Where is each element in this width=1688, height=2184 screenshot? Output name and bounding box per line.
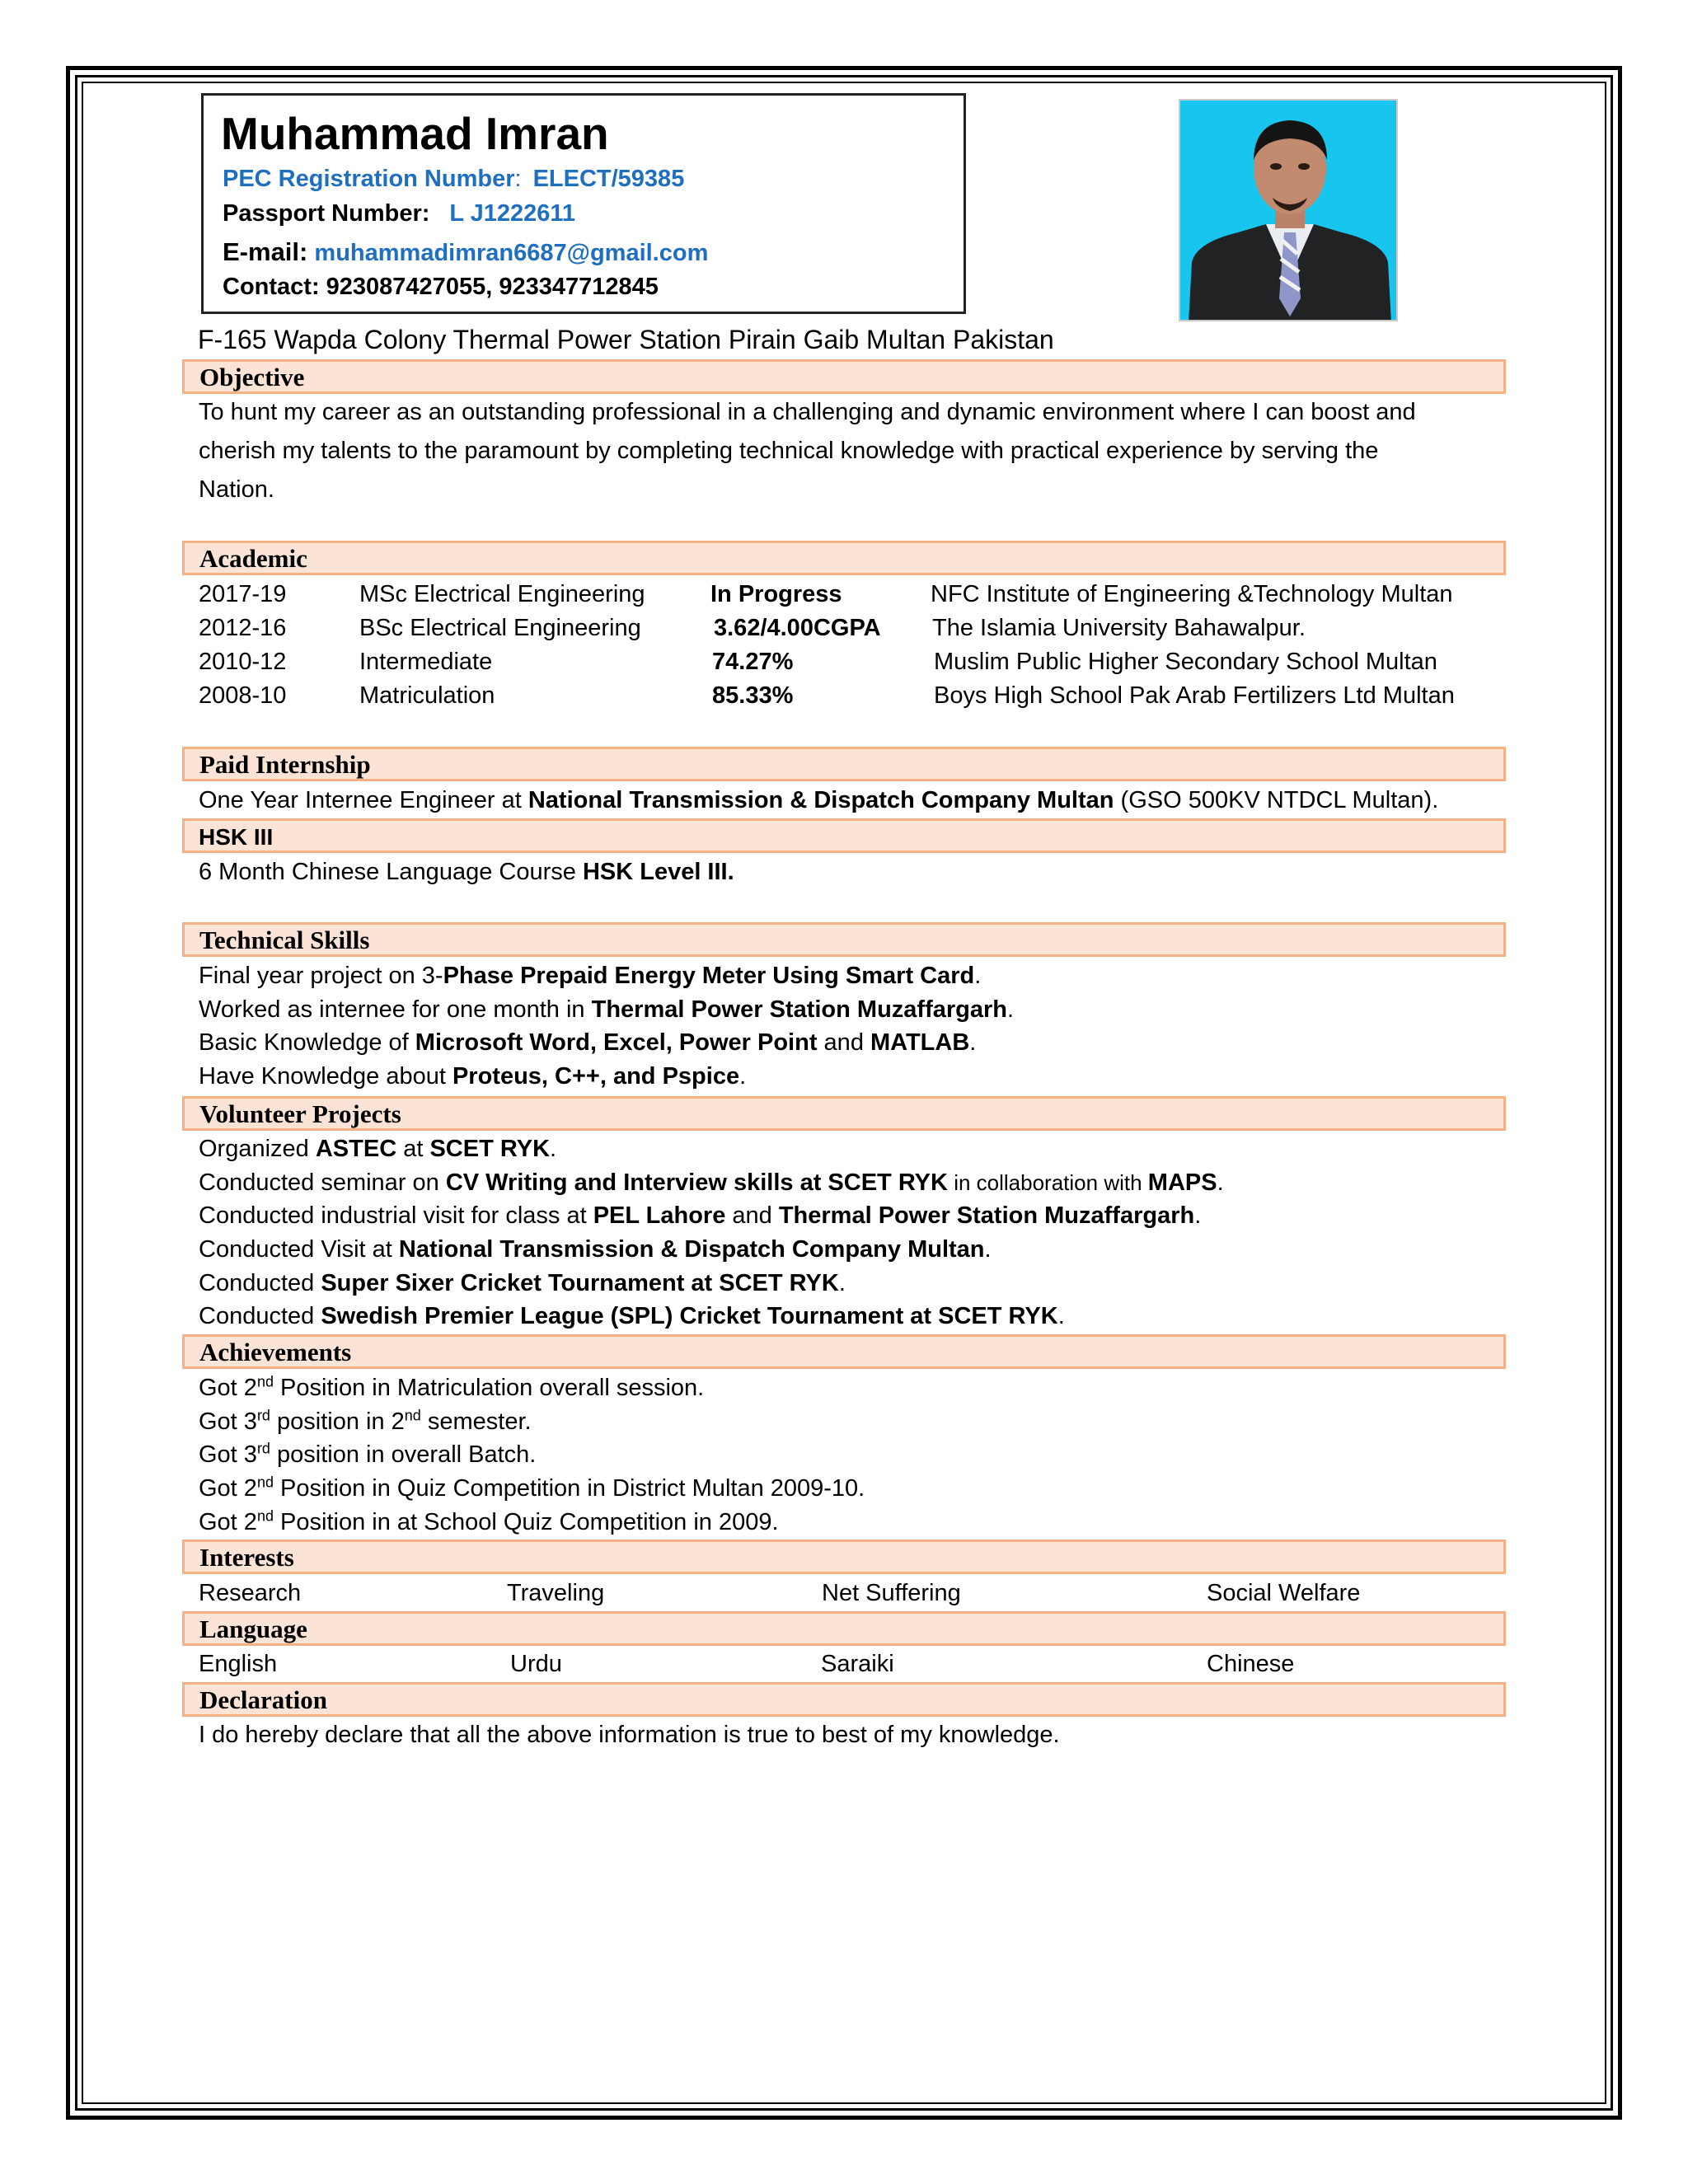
volunteer-item — [199, 1202, 1201, 1230]
language-item: English — [199, 1651, 278, 1677]
portrait-photo-icon — [1180, 101, 1398, 321]
skill-item — [199, 1063, 746, 1090]
ordinal-suffix: rd — [256, 1407, 270, 1424]
achievement-item — [199, 1509, 779, 1536]
academic-result: 74.27% — [712, 649, 794, 675]
text-run: at — [396, 1136, 430, 1162]
email-label: E-mail: — [223, 237, 308, 266]
pec-label: PEC Registration Number — [223, 166, 515, 192]
section-language — [182, 1611, 1506, 1646]
text-run: Worked as internee for one month in — [199, 996, 592, 1023]
text-run: . — [838, 1270, 846, 1296]
text-run: and — [725, 1202, 779, 1229]
ordinal-suffix: nd — [256, 1474, 274, 1491]
text-run: Got 2 — [199, 1475, 257, 1502]
text-run: . — [974, 963, 982, 989]
text-run: (GSO 500KV NTDCL Multan). — [1114, 787, 1439, 813]
declaration-text: I do hereby declare that all the above information is true to best of my knowledge. — [199, 1722, 1060, 1748]
academic-institute: Muslim Public Higher Secondary School Multan — [934, 649, 1437, 675]
section-title: Objective — [199, 363, 305, 391]
text-run: Conducted seminar on — [199, 1169, 446, 1196]
section-declaration — [182, 1682, 1506, 1717]
section-title: Academic — [199, 544, 307, 573]
section-interests — [182, 1540, 1506, 1574]
academic-year: 2010-12 — [199, 649, 287, 675]
text-run: Conducted — [199, 1270, 321, 1296]
text-run: . — [550, 1136, 557, 1162]
text-run: semester. — [420, 1408, 532, 1435]
objective-line-1: To hunt my career as an outstanding professional in a challenging and dynamic environment where I can boost and — [199, 399, 1416, 425]
text-run: Got 3 — [199, 1441, 257, 1468]
text-bold: PEL Lahore — [593, 1202, 726, 1229]
hsk-line — [199, 859, 734, 886]
text-bold: ASTEC — [315, 1136, 397, 1162]
ordinal-suffix: nd — [256, 1507, 274, 1525]
text-run: Conducted — [199, 1303, 321, 1329]
academic-year: 2012-16 — [199, 615, 287, 641]
academic-institute: NFC Institute of Engineering &Technology Multan — [931, 581, 1453, 607]
text-run: and — [817, 1029, 870, 1056]
language-item: Saraiki — [821, 1651, 894, 1677]
section-title: Technical Skills — [199, 926, 370, 954]
academic-year: 2008-10 — [199, 682, 287, 709]
text-run: . — [1006, 996, 1015, 1023]
section-title: Language — [199, 1615, 307, 1643]
pec-value: ELECT/59385 — [532, 166, 685, 192]
section-title: Achievements — [199, 1338, 352, 1366]
academic-institute: The Islamia University Bahawalpur. — [932, 615, 1306, 641]
candidate-name: Muhammad Imran — [221, 108, 609, 159]
text-run: Position in at School Quiz Competition in 2009. — [273, 1509, 779, 1535]
text-run: position in 2 — [270, 1408, 405, 1435]
text-bold: Microsoft Word, Excel, Power Point — [415, 1029, 818, 1056]
section-title: Paid Internship — [199, 750, 371, 779]
text-bold: National Transmission & Dispatch Company Multan — [528, 787, 1114, 813]
text-run: Basic Knowledge of — [199, 1029, 415, 1056]
text-bold: Proteus, C++, and Pspice — [452, 1063, 740, 1090]
academic-degree: MSc Electrical Engineering — [359, 581, 645, 607]
text-run: Final year project on 3- — [199, 963, 443, 989]
achievement-item — [199, 1375, 704, 1402]
text-bold: MAPS — [1147, 1169, 1217, 1196]
academic-result: 3.62/4.00CGPA — [714, 615, 881, 641]
pec-colon: : — [514, 166, 522, 192]
text-run: . — [739, 1063, 747, 1090]
academic-degree: Intermediate — [359, 649, 493, 675]
text-run: . — [1057, 1303, 1065, 1329]
section-objective — [182, 359, 1506, 394]
volunteer-item — [199, 1136, 556, 1163]
text-run: Conducted Visit at — [199, 1236, 399, 1263]
objective-line-2: cherish my talents to the paramount by completing technical knowledge with practical experience by serving the — [199, 438, 1379, 464]
text-run: position in overall Batch. — [270, 1441, 537, 1468]
ordinal-suffix: nd — [256, 1373, 274, 1390]
text-run: Have Knowledge about — [199, 1063, 452, 1090]
skill-item — [199, 996, 1014, 1024]
text-bold: CV Writing and Interview skills at SCET RYK — [445, 1169, 948, 1196]
interest-item: Net Suffering — [822, 1580, 961, 1606]
skill-item — [199, 1029, 976, 1057]
section-title: Interests — [199, 1543, 294, 1572]
interest-item: Social Welfare — [1207, 1580, 1361, 1606]
interest-item: Traveling — [507, 1580, 605, 1606]
passport-value: L J1222611 — [449, 200, 576, 227]
contact: Contact: 923087427055, 923347712845 — [223, 274, 659, 300]
portrait-photo — [1179, 99, 1398, 321]
text-bold: Thermal Power Station Muzaffargarh — [778, 1202, 1195, 1229]
academic-institute: Boys High School Pak Arab Fertilizers Ltd Multan — [934, 682, 1455, 709]
text-run: Organized — [199, 1136, 316, 1162]
section-title: HSK III — [199, 824, 274, 850]
passport — [223, 200, 575, 227]
section-hsk — [182, 818, 1506, 853]
text-run: . — [1194, 1202, 1202, 1229]
volunteer-item — [199, 1303, 1065, 1330]
text-run: Position in Quiz Competition in District Multan 2009-10. — [273, 1475, 865, 1502]
text-run: One Year Internee Engineer at — [199, 787, 528, 813]
objective-line-3: Nation. — [199, 476, 274, 503]
text-run: Conducted industrial visit for class at — [199, 1202, 593, 1229]
section-internship — [182, 747, 1506, 781]
ordinal-suffix: rd — [256, 1440, 270, 1457]
text-bold: Thermal Power Station Muzaffargarh — [591, 996, 1007, 1023]
academic-result: In Progress — [710, 581, 842, 607]
text-run: 6 Month Chinese Language Course — [199, 859, 583, 885]
text-run: Got 2 — [199, 1375, 257, 1401]
interest-item: Research — [199, 1580, 302, 1606]
skill-item — [199, 963, 981, 990]
volunteer-item — [199, 1169, 1224, 1197]
email — [223, 237, 708, 267]
text-bold: SCET RYK — [429, 1136, 551, 1162]
text-bold: National Transmission & Dispatch Company Multan — [398, 1236, 985, 1263]
volunteer-item — [199, 1236, 992, 1263]
text-run: . — [1217, 1169, 1224, 1196]
achievement-item — [199, 1441, 536, 1469]
text-bold: Swedish Premier League (SPL) Cricket Tournament at SCET RYK — [321, 1303, 1058, 1329]
text-run: Got 3 — [199, 1408, 257, 1435]
academic-result: 85.33% — [712, 682, 794, 709]
achievement-item — [199, 1408, 532, 1436]
language-item: Chinese — [1207, 1651, 1295, 1677]
section-volunteer-projects — [182, 1096, 1506, 1131]
section-achievements — [182, 1334, 1506, 1369]
ordinal-suffix: nd — [404, 1407, 421, 1424]
academic-degree: Matriculation — [359, 682, 495, 709]
text-run: . — [969, 1029, 977, 1056]
text-run: Got 2 — [199, 1509, 257, 1535]
text-run: . — [984, 1236, 992, 1263]
section-title: Declaration — [199, 1685, 327, 1714]
volunteer-item — [199, 1270, 846, 1297]
section-academic — [182, 541, 1506, 575]
text-bold: HSK Level III. — [582, 859, 734, 885]
text-bold: MATLAB — [870, 1029, 970, 1056]
section-title: Volunteer Projects — [199, 1099, 401, 1128]
achievement-item — [199, 1475, 865, 1502]
text-run: Position in Matriculation overall session. — [273, 1375, 705, 1401]
text-small: in collaboration with — [947, 1170, 1148, 1195]
internship-line — [199, 787, 1438, 814]
text-bold: Super Sixer Cricket Tournament at SCET RYK — [321, 1270, 839, 1296]
academic-year: 2017-19 — [199, 581, 287, 607]
address: F-165 Wapda Colony Thermal Power Station Pirain Gaib Multan Pakistan — [198, 325, 1054, 354]
language-item: Urdu — [510, 1651, 562, 1677]
section-technical-skills — [182, 922, 1506, 957]
passport-label: Passport Number: — [223, 200, 430, 227]
academic-degree: BSc Electrical Engineering — [359, 615, 641, 641]
email-link[interactable]: muhammadimran6687@gmail.com — [314, 240, 709, 266]
pec-registration — [223, 166, 684, 193]
text-bold: Phase Prepaid Energy Meter Using Smart Card — [443, 963, 975, 989]
